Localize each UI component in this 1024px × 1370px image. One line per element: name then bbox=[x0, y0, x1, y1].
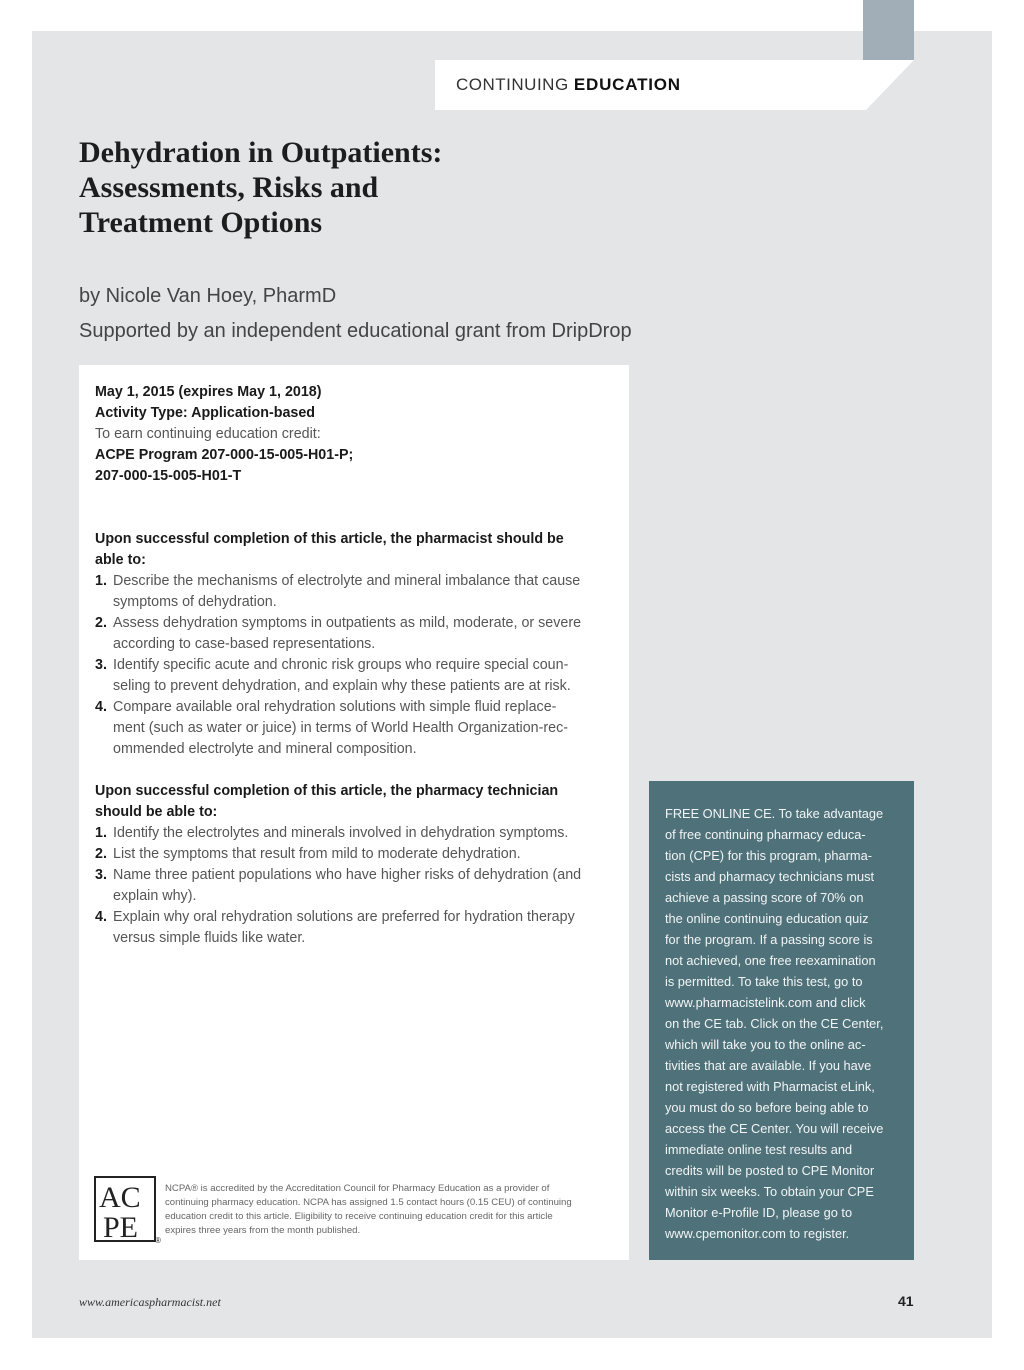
objective-item bbox=[95, 907, 615, 949]
grant-support: Supported by an independent educational grant from DripDrop bbox=[79, 320, 632, 342]
accreditation-statement bbox=[165, 1182, 615, 1238]
free-online-ce-sidebar bbox=[649, 781, 914, 1260]
sidebar-line: tion (CPE) for this program, pharma- bbox=[665, 848, 872, 863]
heading-line: Upon successful completion of this article, the pharmacist should be bbox=[95, 531, 564, 547]
objective-number: 4. bbox=[95, 699, 107, 715]
objective-number: 1. bbox=[95, 825, 107, 841]
objective-line: ommended electrolyte and mineral composition. bbox=[113, 741, 417, 757]
objective-line: explain why). bbox=[113, 888, 197, 904]
sidebar-line: Monitor e-Profile ID, please go to bbox=[665, 1205, 853, 1220]
acpe-logo bbox=[93, 1175, 163, 1245]
objective-number: 2. bbox=[95, 615, 107, 631]
sidebar-line: the online continuing education quiz bbox=[665, 911, 869, 926]
objective-item bbox=[95, 844, 615, 865]
sidebar-line: achieve a passing score of 70% on bbox=[665, 890, 864, 905]
sidebar-line: of free continuing pharmacy educa- bbox=[665, 827, 866, 842]
sidebar-line: www.pharmacistelink.com and click bbox=[665, 995, 866, 1010]
sidebar-line: not registered with Pharmacist eLink, bbox=[665, 1079, 875, 1094]
sidebar-line: not achieved, one free reexamination bbox=[665, 953, 876, 968]
objective-number: 3. bbox=[95, 657, 107, 673]
program-number: ACPE Program 207-000-15-005-H01-P; bbox=[95, 447, 354, 463]
objective-line: Describe the mechanisms of electrolyte and mineral imbalance that cause bbox=[113, 573, 581, 589]
sidebar-line: cists and pharmacy technicians must bbox=[665, 869, 875, 884]
banner-label-bold: EDUCATION bbox=[573, 75, 681, 94]
sidebar-text bbox=[665, 803, 903, 1244]
pharmacist-objectives-heading bbox=[95, 529, 615, 571]
objective-line: according to case-based representations. bbox=[113, 636, 376, 652]
objective-number: 2. bbox=[95, 846, 107, 862]
accreditation-line: expires three years from the month published. bbox=[165, 1225, 361, 1236]
program-number: 207-000-15-005-H01-T bbox=[95, 468, 242, 484]
banner-label bbox=[456, 75, 681, 95]
acpe-logo-text: AC bbox=[99, 1181, 141, 1214]
objective-line: ment (such as water or juice) in terms of World Health Organization-rec- bbox=[113, 720, 569, 736]
sidebar-line: tivities that are available. If you have bbox=[665, 1058, 872, 1073]
objective-line: Compare available oral rehydration solutions with simple fluid replace- bbox=[113, 699, 557, 715]
sidebar-line: FREE ONLINE CE. To take advantage bbox=[665, 806, 884, 821]
title-line: Assessments, Risks and bbox=[79, 171, 379, 204]
objective-line: Identify the electrolytes and minerals involved in dehydration symptoms. bbox=[113, 825, 569, 841]
sidebar-line: you must do so before being able to bbox=[665, 1100, 869, 1115]
credit-date: May 1, 2015 (expires May 1, 2018) bbox=[95, 384, 322, 400]
accreditation-line: continuing pharmacy education. NCPA has assigned 1.5 contact hours (0.15 CEU) of continuing bbox=[165, 1197, 572, 1208]
credit-info-box bbox=[79, 365, 629, 1260]
heading-line: should be able to: bbox=[95, 804, 218, 820]
objective-line: Name three patient populations who have higher risks of dehydration (and bbox=[113, 867, 582, 883]
technician-objectives-heading bbox=[95, 781, 615, 823]
objective-number: 3. bbox=[95, 867, 107, 883]
objective-item bbox=[95, 697, 615, 760]
sidebar-line: access the CE Center. You will receive bbox=[665, 1121, 884, 1136]
activity-type: Activity Type: Application-based bbox=[95, 405, 316, 421]
accreditation-line: NCPA® is accredited by the Accreditation Council for Pharmacy Education as a provider of bbox=[165, 1183, 550, 1194]
objective-item bbox=[95, 865, 615, 907]
objective-line: List the symptoms that result from mild to moderate dehydration. bbox=[113, 846, 521, 862]
heading-line: able to: bbox=[95, 552, 146, 568]
objective-item bbox=[95, 571, 615, 613]
title-line: Dehydration in Outpatients: bbox=[79, 136, 443, 169]
objective-line: Explain why oral rehydration solutions are preferred for hydration therapy bbox=[113, 909, 575, 925]
objective-number: 4. bbox=[95, 909, 107, 925]
sidebar-line: immediate online test results and bbox=[665, 1142, 853, 1157]
sidebar-line: credits will be posted to CPE Monitor bbox=[665, 1163, 875, 1178]
section-banner bbox=[435, 60, 914, 110]
objective-line: seling to prevent dehydration, and explain why these patients are at risk. bbox=[113, 678, 571, 694]
objective-item bbox=[95, 823, 615, 844]
objective-line: symptoms of dehydration. bbox=[113, 594, 277, 610]
objective-number: 1. bbox=[95, 573, 107, 589]
objective-line: Identify specific acute and chronic risk groups who require special coun- bbox=[113, 657, 569, 673]
objective-line: versus simple fluids like water. bbox=[113, 930, 306, 946]
heading-line: Upon successful completion of this article, the pharmacy technician bbox=[95, 783, 559, 799]
sidebar-line: within six weeks. To obtain your CPE bbox=[665, 1184, 874, 1199]
acpe-logo-text: PE bbox=[103, 1211, 139, 1244]
earn-credit-text: To earn continuing education credit: bbox=[95, 426, 321, 442]
sidebar-line: for the program. If a passing score is bbox=[665, 932, 873, 947]
sidebar-line: is permitted. To take this test, go to bbox=[665, 974, 863, 989]
banner-label-light: CONTINUING bbox=[456, 75, 574, 94]
article-title bbox=[79, 135, 679, 240]
registered-mark: ® bbox=[155, 1236, 161, 1245]
credit-content bbox=[95, 382, 615, 949]
accreditation-line: education credit to this article. Eligibility to receive continuing education credit for this article bbox=[165, 1211, 553, 1222]
author-byline: by Nicole Van Hoey, PharmD bbox=[79, 285, 337, 307]
top-tab-marker bbox=[863, 0, 914, 60]
title-line: Treatment Options bbox=[79, 206, 323, 239]
sidebar-line: www.cpemonitor.com to register. bbox=[665, 1226, 850, 1241]
objective-item bbox=[95, 655, 615, 697]
page-number: 41 bbox=[898, 1293, 914, 1309]
objective-line: Assess dehydration symptoms in outpatients as mild, moderate, or severe bbox=[113, 615, 582, 631]
sidebar-line: on the CE tab. Click on the CE Center, bbox=[665, 1016, 884, 1031]
footer-website-url: www.americaspharmacist.net bbox=[79, 1295, 221, 1309]
sidebar-line: which will take you to the online ac- bbox=[665, 1037, 866, 1052]
objective-item bbox=[95, 613, 615, 655]
